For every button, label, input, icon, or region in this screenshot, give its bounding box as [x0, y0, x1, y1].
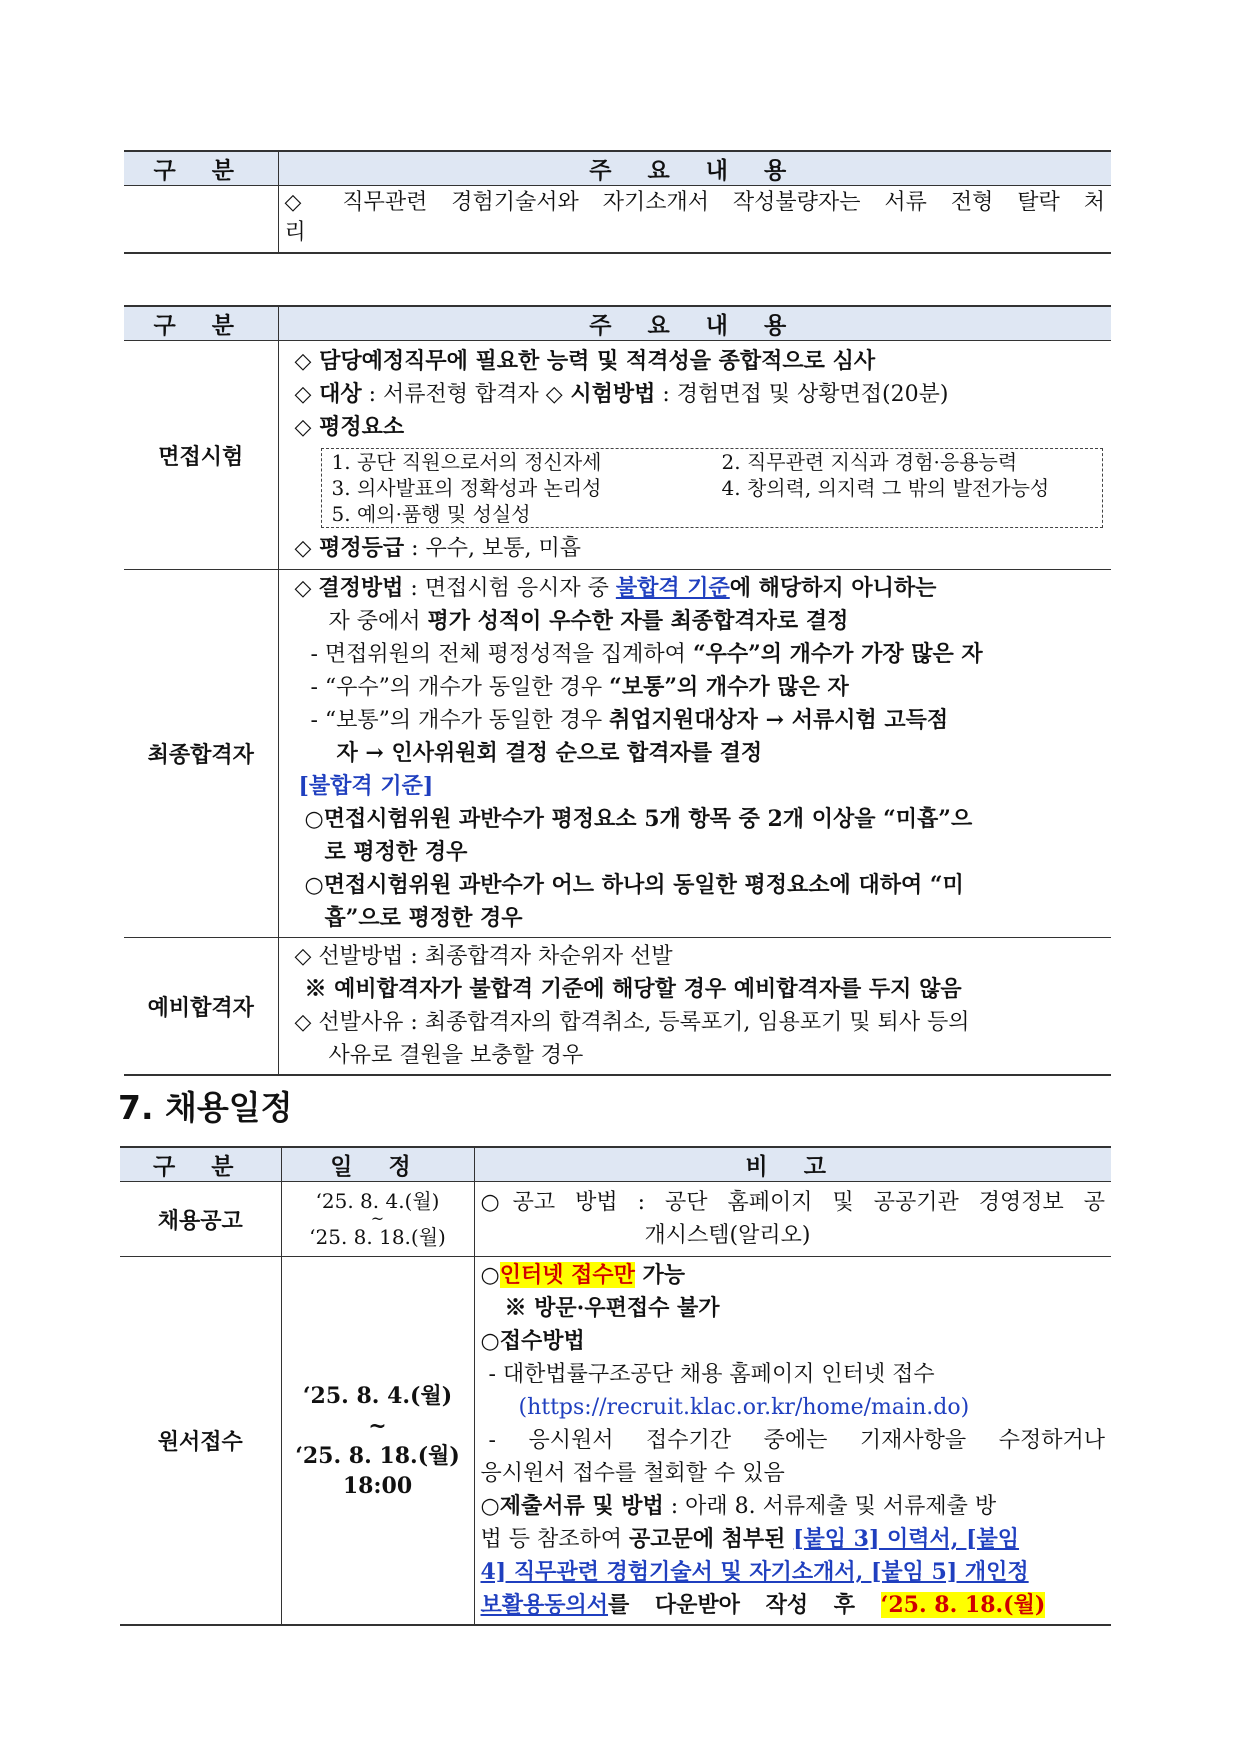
element-item: 4. 창의력, 의지력 그 밖의 발전가능성: [721, 476, 1050, 500]
text-line: 응시원서 접수를 철회할 수 있음: [480, 1461, 785, 1486]
text-line: [295, 572, 1106, 605]
attachment-link[interactable]: 4] 직무관련 경험기술서 및 자기소개서, [붙임 5] 개인정: [480, 1559, 1029, 1585]
tilde: ~: [368, 1412, 387, 1439]
text-span: 평가 성적이 우수한 자를 최종합격자로 결정: [427, 608, 849, 634]
text-span: “보통”의 개수가 많은 자: [609, 674, 849, 700]
text-line: ○접수방법: [480, 1328, 585, 1354]
text-line: ◇ 선발방법 : 최종합격자 차순위자 선발: [294, 944, 673, 969]
text-span: - 면접위원의 전체 평정성적을 집계하여: [310, 642, 693, 667]
reserve-content: [278, 938, 1111, 1076]
text-line: 개시스템(알리오): [644, 1223, 811, 1248]
notice-remarks: [474, 1182, 1111, 1257]
grade-value: : 우수, 보통, 미흡: [404, 536, 581, 561]
text-line: [295, 671, 1106, 704]
row-label-reserve: 예비합격자: [124, 938, 278, 1076]
text-line: ※ 예비합격자가 불합격 기준에 해당할 경우 예비합격자를 두지 않음: [304, 976, 962, 1002]
target-value: : 서류전형 합격자: [361, 382, 546, 407]
text-line: ○면접시험위원 과반수가 어느 하나의 동일한 평정요소에 대하여 “미: [304, 872, 964, 898]
table-continuation: [124, 150, 1111, 254]
start-date: ‘25. 8. 4.(월): [315, 1189, 440, 1213]
text-line: ○면접시험위원 과반수가 평정요소 5개 항목 중 2개 이상을 “미흡”으: [304, 806, 973, 832]
header-category: 구 분: [120, 1147, 281, 1182]
element-item: 2. 직무관련 지식과 경험·응용능력: [721, 450, 1018, 474]
text-span: 에 해당하지 아니하는: [729, 575, 937, 601]
text-line: [481, 1259, 1106, 1292]
end-date: ‘25. 8. 18.(월): [295, 1442, 460, 1469]
apply-remarks: [474, 1257, 1111, 1626]
attachment-link[interactable]: [붙임 3] 이력서, [붙임: [793, 1526, 1020, 1552]
content-cell: [278, 186, 1111, 254]
internet-only-highlight: 인터넷 접수만: [499, 1262, 635, 1288]
evaluation-elements-box: [321, 448, 1103, 528]
text-span: 가능: [634, 1262, 686, 1288]
text-line: 로 평정한 경우: [324, 839, 468, 865]
text-line: 자 → 인사위원회 결정 순으로 합격자를 결정: [336, 740, 763, 766]
bullet: ◇: [294, 576, 319, 601]
text-span: 자 중에서: [328, 609, 428, 634]
text-span: : 면접시험 응시자 중: [403, 576, 616, 601]
text-line: ◇ 선발사유 : 최종합격자의 합격취소, 등록포기, 임용포기 및 퇴사 등의: [294, 1010, 970, 1035]
decision-method-label: 결정방법: [318, 575, 404, 601]
text-span: - “보통”의 개수가 동일한 경우: [310, 708, 610, 733]
text-line: ○공고 방법 : 공단 홈페이지 및 공공기관 경영정보 공: [480, 1190, 1105, 1215]
target-label: ◇ 대상: [294, 381, 362, 407]
row-label-interview: 면접시험: [124, 341, 278, 570]
text-line: 리: [284, 220, 306, 245]
text-line: [295, 605, 1106, 638]
text-span: 를 다운받아 작성 후: [608, 1592, 881, 1618]
row-label-final: 최종합격자: [124, 570, 278, 938]
text-span: - “우수”의 개수가 동일한 경우: [310, 675, 610, 700]
notice-dates: [281, 1182, 474, 1257]
text-line: [481, 1490, 1106, 1523]
text-span: 법 등 참조하여: [480, 1527, 629, 1552]
text-span: 취업지원대상자 → 서류시험 고득점: [609, 707, 949, 733]
start-date: ‘25. 8. 4.(월): [302, 1382, 453, 1409]
text-line: 흡”으로 평정한 경우: [324, 905, 523, 931]
element-item: 3. 의사발표의 정확성과 논리성: [331, 476, 602, 500]
bullet: ○: [480, 1262, 500, 1288]
attachment-link[interactable]: 보활용동의서: [480, 1592, 609, 1618]
row-label-apply: 원서접수: [120, 1257, 281, 1626]
text-span: 공고문에 첨부된: [629, 1526, 794, 1552]
text-line: ◇ 평정요소: [294, 414, 405, 440]
header-content: 주 요 내 용: [278, 151, 1111, 186]
grade-label: ◇ 평정등급: [294, 535, 405, 561]
header-content: 주 요 내 용: [278, 306, 1111, 341]
element-item: 5. 예의·품행 및 성실성: [331, 502, 531, 526]
text-line: [295, 704, 1106, 737]
text-span: : 아래 8. 서류제출 및 서류제출 방: [663, 1494, 997, 1519]
interview-content: [278, 341, 1111, 570]
text-line: - 응시원서 접수기간 중에는 기재사항을 수정하거나: [488, 1428, 1105, 1453]
deadline-highlight: ‘25. 8. 18.(월): [880, 1592, 1046, 1618]
text-line: [295, 378, 1106, 411]
header-category: 구 분: [124, 151, 278, 186]
end-time: 18:00: [342, 1472, 413, 1499]
section-title: 7. 채용일정: [118, 1088, 293, 1127]
text-line: - 대한법률구조공단 채용 홈페이지 인터넷 접수: [488, 1362, 935, 1387]
text-line: [481, 1589, 1106, 1622]
method-label: ◇ 시험방법: [545, 381, 656, 407]
text-line: 사유로 결원을 보충할 경우: [328, 1043, 584, 1068]
header-category: 구 분: [124, 306, 278, 341]
header-remarks: 비 고: [474, 1147, 1111, 1182]
text-line: [295, 532, 1106, 565]
end-date: ‘25. 8. 18.(월): [309, 1225, 446, 1249]
fail-criteria-link: 불합격 기준: [615, 575, 730, 601]
method-value: : 경험면접 및 상황면접(20분): [655, 382, 949, 407]
text-line: [481, 1523, 1106, 1556]
header-schedule: 일 정: [281, 1147, 474, 1182]
tilde: ~: [370, 1209, 385, 1228]
recruit-url[interactable]: (https://recruit.klac.or.kr/home/main.do): [518, 1395, 970, 1420]
text-line: ◇ 담당예정직무에 필요한 능력 및 적격성을 종합적으로 심사: [294, 348, 876, 374]
text-span: ○제출서류 및 방법: [480, 1493, 664, 1519]
table-evaluation: [124, 305, 1111, 1076]
final-content: [278, 570, 1111, 938]
row-label-notice: 채용공고: [120, 1182, 281, 1257]
element-item: 1. 공단 직원으로서의 정신자세: [331, 450, 602, 474]
table-schedule: [120, 1146, 1111, 1626]
criteria-title: [불합격 기준]: [298, 773, 434, 799]
text-line: ◇ 직무관련 경험기술서와 자기소개서 작성불량자는 서류 전형 탈락 처: [284, 190, 1105, 215]
text-line: [295, 638, 1106, 671]
apply-dates: [281, 1257, 474, 1626]
text-line: ※ 방문·우편접수 불가: [504, 1295, 720, 1321]
empty-category-cell: [124, 186, 278, 254]
text-span: “우수”의 개수가 가장 많은 자: [692, 641, 983, 667]
